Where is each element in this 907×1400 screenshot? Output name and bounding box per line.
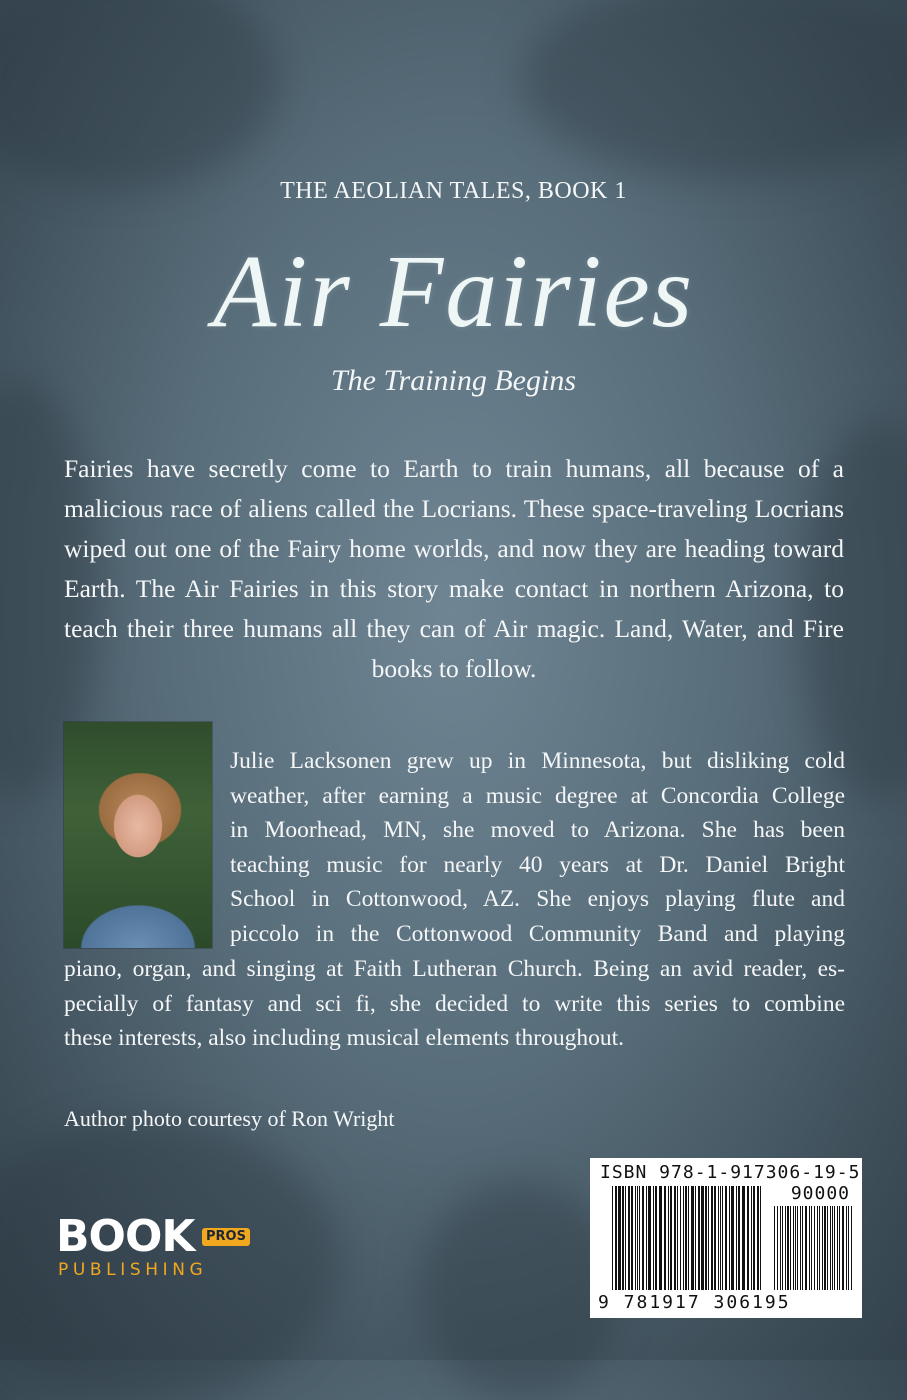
publisher-logo: [56, 1211, 266, 1284]
barcode-bar: [708, 1186, 709, 1290]
barcode-bar: [802, 1206, 803, 1290]
price-code: 90000: [790, 1183, 850, 1204]
barcode-bar: [659, 1186, 662, 1290]
author-photo: [64, 722, 212, 948]
barcode-bar: [747, 1186, 749, 1290]
logo-publishing-text: PUBLISHING: [58, 1260, 208, 1280]
barcode-bar: [787, 1206, 789, 1290]
barcode-bar: [832, 1206, 833, 1290]
barcode-bar: [780, 1206, 781, 1290]
bio-line: piano, organ, and singing at Faith Lutheran Church. Being an avid reader, es-: [64, 956, 845, 982]
photo-credit: Author photo courtesy of Ron Wright: [64, 1106, 395, 1131]
barcode-bar: [677, 1186, 678, 1290]
barcode-bar: [670, 1186, 672, 1290]
barcode-bar: [628, 1186, 630, 1290]
barcode-bar: [805, 1206, 807, 1290]
barcode-bar: [814, 1206, 815, 1290]
barcode-addon-bars: [774, 1206, 852, 1290]
barcode-bar: [646, 1186, 647, 1290]
barcode-bar: [797, 1206, 798, 1290]
barcode-bar: [618, 1186, 621, 1290]
bio-line: weather, after earning a music degree at Concordia College: [230, 782, 845, 809]
barcode-bar: [790, 1206, 791, 1290]
bio-line: teaching music for nearly 40 years at Dr. Daniel Bright: [230, 851, 845, 878]
barcode-bar: [691, 1186, 694, 1290]
barcode-bar: [648, 1186, 651, 1290]
barcode-bar: [837, 1206, 838, 1290]
barcode-bar: [688, 1186, 689, 1290]
barcode-bar: [683, 1186, 684, 1290]
barcode-bar: [817, 1206, 818, 1290]
barcode-bar: [722, 1186, 723, 1290]
barcode-bar: [774, 1206, 775, 1290]
isbn-label: ISBN 978-1-917306-19-5: [600, 1162, 861, 1183]
barcode-bar: [720, 1186, 721, 1290]
logo-pros-badge: PROS: [202, 1228, 250, 1246]
barcode-bar: [848, 1206, 849, 1290]
barcode-bar: [674, 1186, 676, 1290]
barcode-bar: [822, 1206, 823, 1290]
barcode-bar: [622, 1186, 624, 1290]
barcode-bar: [800, 1206, 801, 1290]
barcode-bar: [777, 1206, 778, 1290]
barcode-bar: [680, 1186, 681, 1290]
author-bio-side: [230, 744, 845, 952]
barcode-bar: [625, 1186, 626, 1290]
barcode-bar: [637, 1186, 638, 1290]
barcode-bar: [760, 1186, 761, 1290]
barcode-bar: [635, 1186, 636, 1290]
bio-line: Julie Lacksonen grew up in Minnesota, but disliking cold: [230, 748, 845, 774]
series-heading: THE AEOLIAN TALES, BOOK 1: [280, 178, 627, 204]
barcode-bar: [827, 1206, 828, 1290]
bio-line: in Moorhead, MN, she moved to Arizona. She has been: [230, 817, 845, 844]
bio-line: piccolo in the Cottonwood Community Band and playing: [230, 920, 845, 947]
barcode-bar: [851, 1206, 852, 1290]
barcode-bar: [642, 1186, 644, 1290]
barcode-bar: [714, 1186, 716, 1290]
barcode-bar: [846, 1206, 847, 1290]
barcode-bars: [612, 1186, 762, 1290]
logo-book-text: BOOK: [56, 1211, 195, 1262]
barcode-bar: [612, 1186, 613, 1290]
barcode-bar: [701, 1186, 704, 1290]
barcode-bar: [830, 1206, 831, 1290]
barcode-bar: [711, 1186, 713, 1290]
barcode-bar: [824, 1206, 826, 1290]
barcode-bar: [795, 1206, 796, 1290]
barcode-bar: [653, 1186, 654, 1290]
barcode-bar: [811, 1206, 812, 1290]
barcode-bar: [842, 1206, 844, 1290]
barcode-bar: [685, 1186, 687, 1290]
book-subtitle: The Training Begins: [330, 364, 577, 397]
barcode-bar: [782, 1206, 783, 1290]
barcode-bar: [751, 1186, 752, 1290]
barcode-bar: [639, 1186, 640, 1290]
barcode-bar: [631, 1186, 633, 1290]
barcode-bar: [809, 1206, 810, 1290]
barcode-bar: [729, 1186, 730, 1290]
barcode-bar: [738, 1186, 740, 1290]
barcode-bar: [695, 1186, 696, 1290]
barcode-bar: [731, 1186, 734, 1290]
barcode-bar: [742, 1186, 745, 1290]
barcode-bar: [793, 1206, 794, 1290]
ean-number: 9 781917 306195: [598, 1292, 791, 1313]
barcode-bar: [839, 1206, 840, 1290]
author-bio-full: [64, 952, 845, 1056]
barcode-bar: [819, 1206, 820, 1290]
barcode-bar: [757, 1186, 759, 1290]
barcode-bar: [834, 1206, 835, 1290]
barcode-bar: [753, 1186, 755, 1290]
isbn-barcode: [590, 1158, 862, 1318]
barcode-bar: [736, 1186, 737, 1290]
barcode-bar: [725, 1186, 727, 1290]
book-blurb: Fairies have secretly come to Earth to train humans, all because of a malicious race of aliens called the Locrians. These space-traveling Locrians wiped out one of the Fairy home worlds, and now they are heading toward Earth. The Air Fairies in this story make contact in northern Arizona, to teach their three humans all they can of Air magic. Land, Water, and Fire books to follow.: [64, 454, 844, 683]
barcode-bar: [615, 1186, 617, 1290]
bio-line: these interests, also including musical elements throughout.: [64, 1025, 624, 1052]
barcode-bar: [718, 1186, 719, 1290]
bio-line: pecially of fantasy and sci fi, she decided to write this series to combine: [64, 990, 845, 1017]
book-title: Air Fairies: [212, 234, 695, 349]
barcode-bar: [664, 1186, 666, 1290]
bio-line: School in Cottonwood, AZ. She enjoys playing flute and: [230, 886, 845, 913]
barcode-bar: [785, 1206, 786, 1290]
barcode-bar: [655, 1186, 657, 1290]
barcode-bar: [668, 1186, 669, 1290]
barcode-bar: [705, 1186, 707, 1290]
barcode-bar: [698, 1186, 700, 1290]
